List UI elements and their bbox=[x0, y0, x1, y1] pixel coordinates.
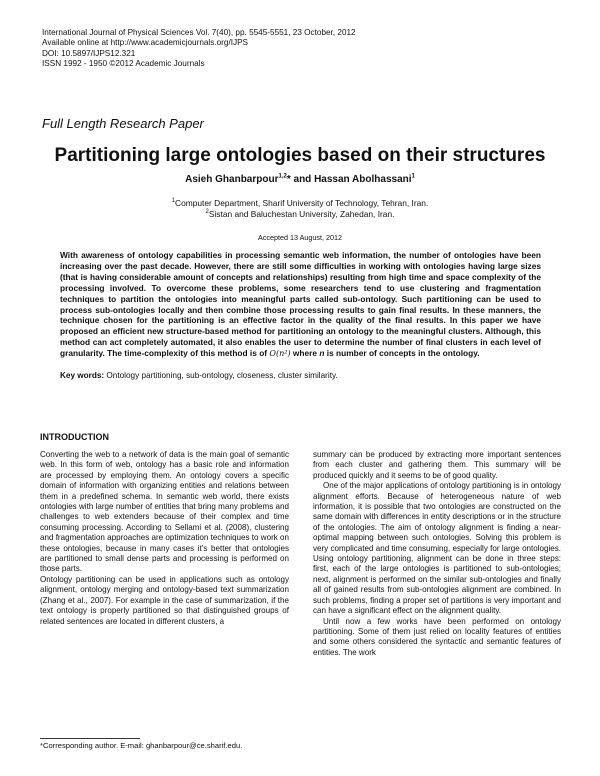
body-paragraph: summary can be produced by extracting more important sentences from each cluster and gathering them. This summary will be produced quickly and it seems to be of good quality. bbox=[313, 450, 561, 480]
body-paragraph: Converting the web to a network of data is the main goal of semantic web. In this form of web, ontology has a basic role and information are processed by employing them. An ontology covers a specific domain of information with organizing entities and relations between them in a predefined schema. In semantic web world, there exists ontologies with large number of entities that bring many problems and challenges to web extenders because of their complex and time consuming processing. According to Sellami et al. (2008), clustering and fragmentation approaches are optimization techniques to work on these ontologies, because in many cases it's better that ontologies are partitioned to small dense parts and processing is performed on those parts. bbox=[40, 450, 289, 574]
left-column bbox=[40, 450, 289, 627]
abstract-tail: where bbox=[290, 348, 320, 359]
abstract bbox=[60, 250, 541, 360]
affiliation-text: Computer Department, Sharif University of Technology, Tehran, Iran. bbox=[175, 198, 429, 208]
journal-issn: ISSN 1992 - 1950 ©2012 Academic Journals bbox=[42, 59, 205, 69]
complexity-formula: O(n²) bbox=[269, 349, 291, 359]
affiliation-text: Sistan and Baluchestan University, Zahedan, Iran. bbox=[208, 208, 395, 219]
author-affiliation-mark: 1,2 bbox=[278, 173, 287, 180]
affiliation-line bbox=[0, 198, 600, 209]
corresponding-author-mark: * bbox=[286, 174, 291, 185]
variable-n: n bbox=[319, 348, 325, 359]
keywords-text: Ontology partitioning, sub-ontology, closeness, cluster similarity. bbox=[104, 371, 338, 380]
affiliation-line bbox=[0, 209, 600, 220]
author-conjunction: and bbox=[290, 174, 315, 185]
author-list bbox=[0, 174, 600, 185]
paper-title: Partitioning large ontologies based on their structures bbox=[54, 145, 546, 166]
right-column bbox=[313, 450, 561, 658]
affiliation-number: 1 bbox=[171, 198, 176, 205]
affiliation-number: 2 bbox=[205, 208, 209, 215]
body-paragraph: Until now a few works have been performed on ontology partitioning. Some of them just relied on locality features of entities and some others considered the syntactic and semantic features of entities. The work bbox=[313, 616, 561, 657]
journal-doi: DOI: 10.5897/IJPS12.321 bbox=[42, 48, 136, 58]
abstract-text: With awareness of ontology capabilities in processing semantic web information, the number of ontologies have been increasing over the past decade. However, there are still some difficulties in working with ontologies having large sizes (that is having considerable amount of concepts and relationships) resulting from high time and space complexity of the processing involved. To overcome these problems, some researchers tend to use clustering and fragmentation techniques to partition the ontologies into meaningful parts called sub-ontology. Such partitioning can be used to process sub-ontologies locally and then combine those processing results to gain final results. In these manners, the technique chosen for the partitioning is an effective factor in the quality of the final results. In this paper we have proposed an efficient new structure-based method for partitioning an ontology to the meaningful clusters. Although, this method can act completely automated, it also enables the user to determine the number of final clusters in each level of granularity. The time-complexity of this method is of bbox=[60, 250, 541, 359]
journal-citation: International Journal of Physical Sciences Vol. 7(40), pp. 5545-5551, 23 October, 2012 bbox=[42, 28, 356, 37]
journal-availability[interactable]: Available online at http://www.academicjournals.org/IJPS bbox=[42, 38, 249, 48]
journal-header bbox=[42, 28, 562, 70]
body-paragraph: One of the major applications of ontology partitioning is in ontology alignment efforts. Because of heterogeneous nature of web information, it is possible that two ontologies are constructed on the same domain with differences in entity descriptions or in the structure of the ontologies. The aim of ontology alignment is finding a near-optimal mapping between such ontologies. Solving this problem is very complicated and time consuming, especially for large ontologies. Using ontology partitioning, alignment can be done in three steps: first, each of the large ontologies is partitioned to sub-ontologies; next, alignment is performed on the similar sub-ontologies and finally all of gained results from sub-ontologies alignment are combined. In such problems, finding a proper set of partitions is very important and can have a significant effect on the alignment quality. bbox=[313, 481, 561, 616]
keywords-label: Key words: bbox=[60, 371, 105, 380]
abstract-tail: is number of concepts in the ontology. bbox=[324, 348, 480, 359]
author-name: Hassan Abolhassani bbox=[314, 174, 412, 185]
accepted-date: Accepted 13 August, 2012 bbox=[258, 233, 342, 242]
corresponding-author-footnote: *Corresponding author. E-mail: ghanbarpour@ce.sharif.edu. bbox=[40, 741, 243, 750]
affiliations bbox=[0, 198, 600, 219]
author-name: Asieh Ghanbarpour bbox=[185, 174, 279, 185]
body-paragraph: Ontology partitioning can be used in applications such as ontology alignment, ontology merging and ontology-based text summarization (Zhang et al., 2007). For example in the case of summarization, if the text ontology is properly partitioned so that distinguished groups of related sentences are located in different clusters, a bbox=[40, 574, 289, 626]
keywords bbox=[60, 371, 550, 380]
section-heading: INTRODUCTION bbox=[40, 432, 109, 442]
paper-type-label: Full Length Research Paper bbox=[42, 116, 204, 131]
footnote-divider bbox=[40, 738, 140, 739]
author-affiliation-mark: 1 bbox=[411, 173, 415, 180]
